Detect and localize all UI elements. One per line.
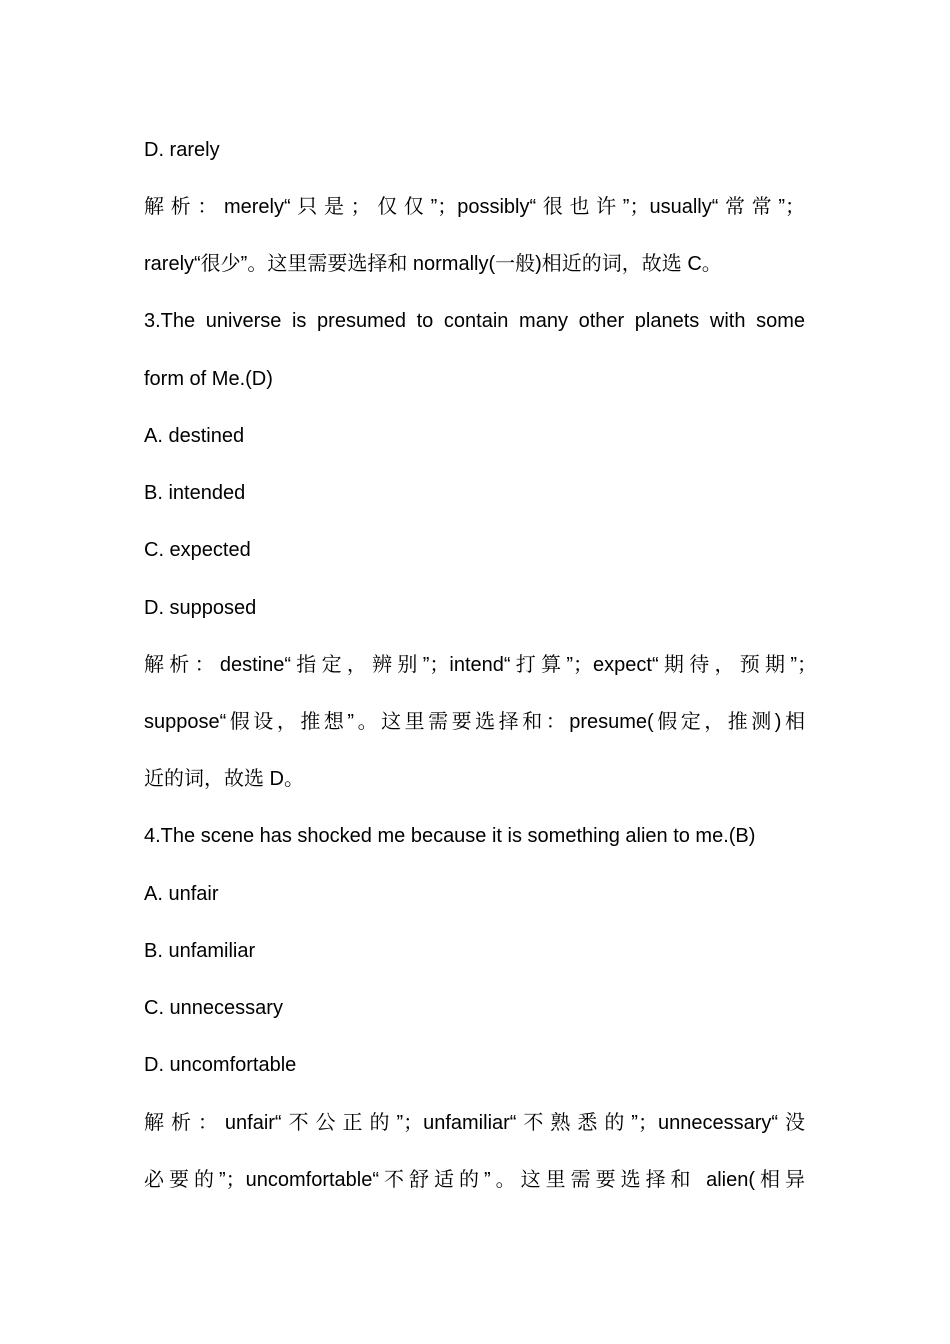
explanation-q3-line-3: 近的词，故选 D。 [144, 768, 304, 790]
option-d-rarely: D. rarely [144, 139, 220, 161]
explanation-q4-line-1: 解析：unfair“不公正的”；unfamiliar“不熟悉的”；unnecessary“没 [144, 1112, 805, 1134]
option-a-unfair: A. unfair [144, 883, 219, 905]
option-b-intended: B. intended [144, 482, 246, 504]
option-c-expected: C. expected [144, 539, 251, 561]
explanation-q2-line-1: 解析：merely“只是；仅仅”；possibly“很也许”；usually“常常”； [144, 196, 805, 218]
question-4: 4.The scene has shocked me because it is something alien to me.(B) [144, 825, 756, 847]
explanation-q3-line-2: suppose“假设，推想”。这里需要选择和：presume(假定，推测)相 [144, 711, 805, 733]
option-b-unfamiliar: B. unfamiliar [144, 940, 256, 962]
option-c-unnecessary: C. unnecessary [144, 997, 283, 1019]
explanation-q2-line-2: rarely“很少”。这里需要选择和 normally(一般)相近的词，故选 C。 [144, 253, 722, 275]
option-a-destined: A. destined [144, 425, 245, 447]
option-d-uncomfortable: D. uncomfortable [144, 1054, 297, 1076]
explanation-q4-line-2: 必要的”；uncomfortable“不舒适的”。这里需要选择和 alien(相异 [144, 1169, 805, 1191]
option-d-supposed: D. supposed [144, 597, 257, 619]
question-3-line-1: 3.The universe is presumed to contain many other planets with some [144, 310, 805, 332]
explanation-q3-line-1: 解析：destine“指定，辨别”；intend“打算”；expect“期待，预期”； [144, 654, 817, 676]
question-3-line-2: form of Me.(D) [144, 368, 273, 390]
